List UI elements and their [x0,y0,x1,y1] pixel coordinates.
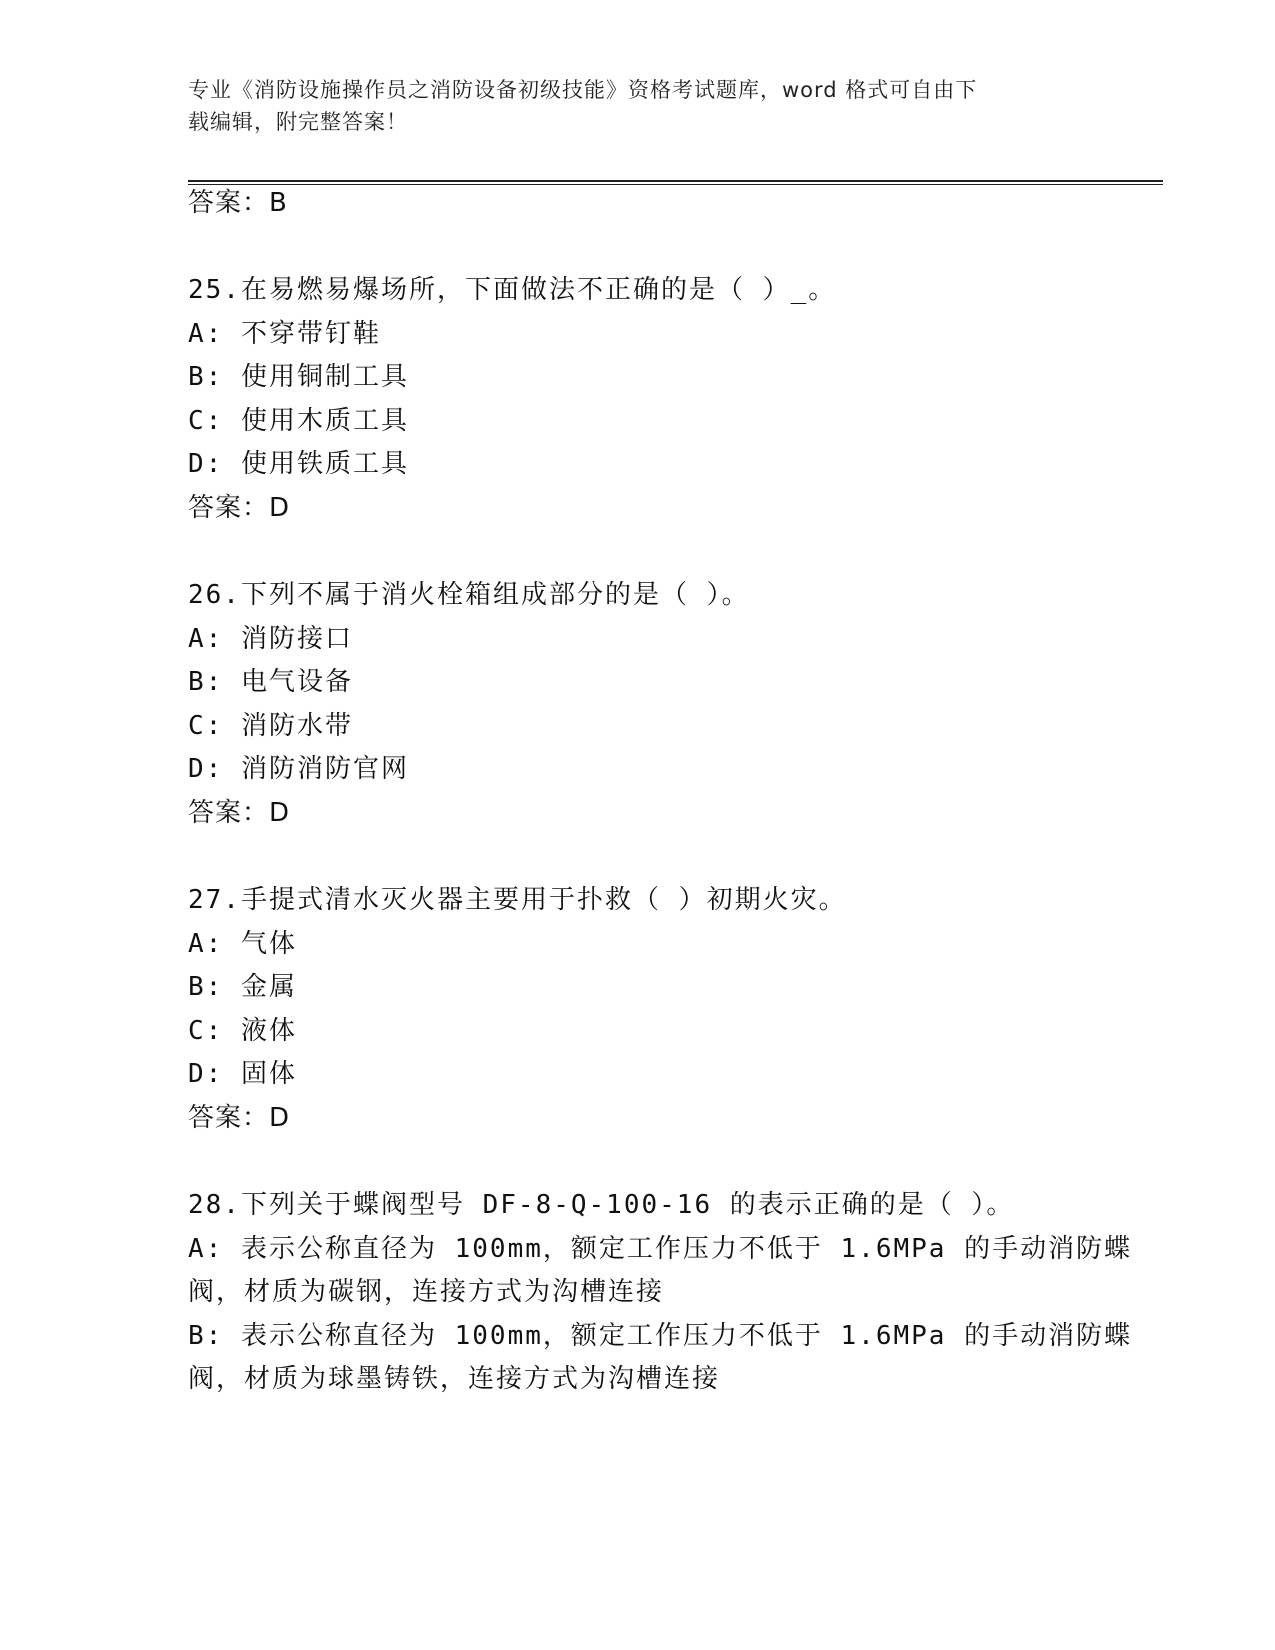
question-25-option-a: A: 不穿带钉鞋 [188,319,381,349]
header-line-1: 专业《消防设施操作员之消防设备初级技能》资格考试题库，word 格式可自由下 [188,78,978,102]
question-26-option-c: C: 消防水带 [188,711,353,741]
question-26-option-a: A: 消防接口 [188,624,353,654]
question-27-option-c: C: 液体 [188,1016,297,1046]
question-25-option-c: C: 使用木质工具 [188,406,409,436]
question-25-stem: 25.在易燃易爆场所，下面做法不正确的是（ ）_。 [188,275,837,305]
question-25-option-b: B: 使用铜制工具 [188,362,409,392]
question-27-option-d: D: 固体 [188,1059,297,1089]
question-28-option-b-line-2: 阀，材质为球墨铸铁，连接方式为沟槽连接 [188,1364,721,1394]
document-header [188,74,1088,138]
question-27-option-a: A: 气体 [188,929,297,959]
answer-24: 答案：B [188,188,288,218]
question-28-option-a-line-2: 阀，材质为碳钢，连接方式为沟槽连接 [188,1277,665,1307]
header-divider-thin [188,184,1163,185]
answer-25: 答案：D [188,493,291,523]
answer-26: 答案：D [188,798,291,828]
question-26-option-b: B: 电气设备 [188,667,353,697]
header-divider-thick [188,180,1163,182]
question-28-stem: 28.下列关于蝶阀型号 DF-8-Q-100-16 的表示正确的是（ ）。 [188,1190,1015,1220]
question-27-stem: 27.手提式清水灭火器主要用于扑救（ ）初期火灾。 [188,885,847,915]
question-26-option-d: D: 消防消防官网 [188,754,409,784]
question-28-option-b-line-1: B: 表示公称直径为 100mm，额定工作压力不低于 1.6MPa 的手动消防蝶 [188,1321,1133,1351]
question-28-option-a-line-1: A: 表示公称直径为 100mm，额定工作压力不低于 1.6MPa 的手动消防蝶 [188,1234,1133,1264]
question-25-option-d: D: 使用铁质工具 [188,449,409,479]
question-27-option-b: B: 金属 [188,972,297,1002]
question-26-stem: 26.下列不属于消火栓箱组成部分的是（ ）。 [188,580,750,610]
header-line-2: 载编辑，附完整答案！ [188,110,408,134]
answer-27: 答案：D [188,1103,291,1133]
